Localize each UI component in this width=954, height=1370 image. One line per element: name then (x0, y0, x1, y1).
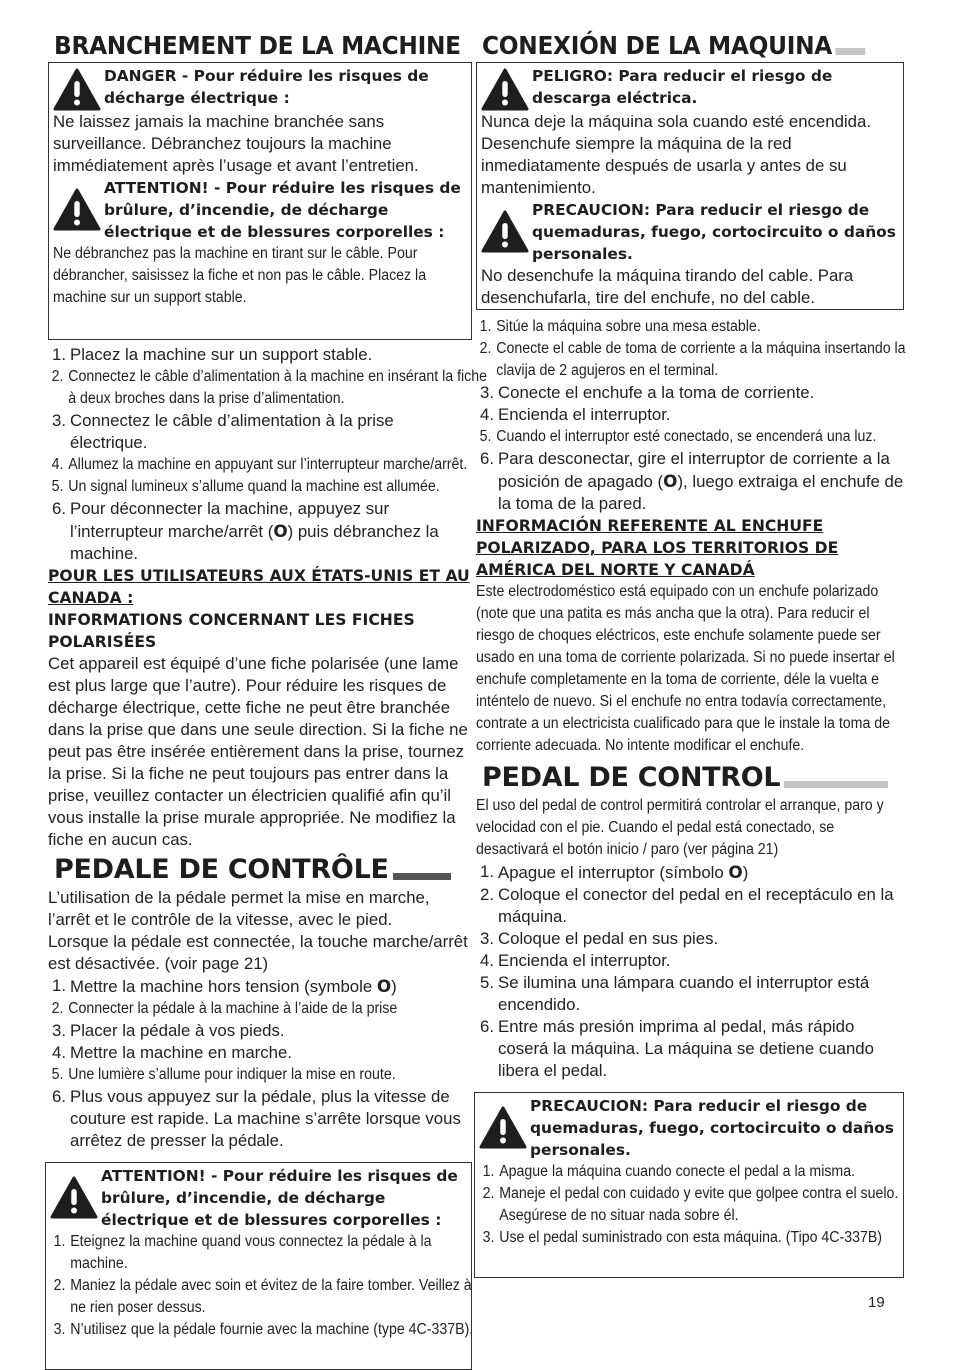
list-item: 1. Apague la máquina cuando conecte el pedal a la misma. (482, 1163, 856, 1180)
left-column (48, 26, 487, 1370)
pedal-steps-es (476, 861, 904, 1082)
warning-box-pedal-fr (45, 1162, 472, 1370)
warning-box-danger-fr (48, 62, 472, 340)
pedal-intro-es: El uso del pedal de control permitirá controlar el arranque, paro y velocidad con el pie. Cuando el pedal está conectado, se desactivará el botón inicio / paro (ver página 21) (476, 797, 884, 858)
polarized-heading-es: INFORMACIÓN REFERENTE AL ENCHUFE POLARIZADO, PARA LOS TERRITORIOS DE AMÉRICA DEL NORTE Y CANADÁ (476, 517, 839, 579)
list-item: 6. Para desconectar, gire el interruptor de corriente a la posición de apagado (O), luego extraiga el enchufe de la toma de la pared. (480, 449, 904, 513)
title-bar (836, 48, 866, 55)
warning-triangle-icon (50, 1175, 98, 1219)
caution-steps-fr (50, 1231, 474, 1341)
polarized-text-fr: Cet appareil est équipé d’une fiche polarisée (une lame est plus large que l’autre). Pour réduire les risques de décharge électrique, cette fiche ne peut être branchée dans la prise que dans une seule direction. Si la fiche ne peut pas être insérée entièrement dans la prise, tournez la prise. Si la fiche ne peut toujours pas entrer dans la prise, veuillez contacter un électricien qualifié afin qu’il vous installe la prise murale appropriée. Ne modifiez la fiche en aucun cas. (48, 654, 468, 849)
power-off-symbol: O (273, 521, 288, 541)
warning-box-pedal-es (474, 1092, 904, 1278)
list-item: 4. Encienda el interruptor. (480, 951, 671, 970)
warning-box-danger-es (476, 62, 904, 310)
list-item: 4. Allumez la machine en appuyant sur l’interrupteur marche/arrêt. (51, 456, 468, 473)
title-bar (784, 781, 888, 788)
attention-text: Ne débranchez pas la machine en tirant sur le câble. Pour débrancher, saisissez la fiche et non pas le câble. Placez la machine sur un support stable. (53, 245, 427, 306)
list-item: 5. Une lumière s’allume pour indiquer la mise en route. (51, 1066, 396, 1083)
right-column (476, 26, 904, 1278)
pedal-steps-fr (48, 975, 472, 1152)
section-title-connection-fr: BRANCHEMENT DE LA MACHINE (54, 31, 461, 60)
warning-triangle-icon (53, 67, 101, 111)
section-title-pedal-fr: PEDALE DE CONTRÔLE (54, 853, 472, 885)
list-item: 1. Sitúe la máquina sobre una mesa estable. (479, 318, 761, 335)
list-item: 6. Pour déconnecter la machine, appuyez sur l’interrupteur marche/arrêt (O) puis débranchez la machine. (52, 499, 439, 563)
list-item: 5. Se ilumina una lámpara cuando el interruptor está encendido. (480, 973, 870, 1014)
title-bar (393, 873, 451, 880)
list-item: 3. Conecte el enchufe a la toma de corriente. (480, 383, 815, 402)
danger-text: Ne laissez jamais la machine branchée sans surveillance. Débranchez toujours la machine immédiatement après l’usage et avant l’entretien. (53, 112, 419, 175)
list-item: 3. Use el pedal suministrado con esta máquina. (Tipo 4C-337B) (482, 1229, 883, 1246)
caution-warning (50, 1165, 467, 1231)
caution-heading: ATTENTION! - Pour réduire les risques de brûlure, d’incendie, de décharge électrique et de blessures corporelles : (101, 1167, 458, 1229)
list-item: 1. Eteignez la machine quand vous connectez la pédale à la machine. (53, 1233, 432, 1272)
list-item: 3. Placer la pédale à vos pieds. (52, 1021, 285, 1040)
caution-steps-es (479, 1161, 899, 1249)
caution-heading: PRECAUCION: Para reducir el riesgo de quemaduras, fuego, cortocircuito o daños personales. (530, 1097, 894, 1159)
list-item: 4. Encienda el interruptor. (480, 405, 671, 424)
list-item: 6. Plus vous appuyez sur la pédale, plus la vitesse de couture est rapide. La machine s’arrête lorsque vous arrêtez de presser la pédale. (52, 1087, 461, 1150)
attention-heading: PRECAUCION: Para reducir el riesgo de quemaduras, fuego, cortocircuito o daños personales. (532, 201, 896, 263)
danger-text: Nunca deje la máquina sola cuando esté encendida. Desenchufe siempre la máquina de la red inmediatamente después de usarla y antes de su mantenimiento. (481, 112, 871, 197)
danger-heading: PELIGRO: Para reducir el riesgo de descarga eléctrica. (532, 67, 833, 107)
connection-steps-es (476, 316, 904, 515)
list-item: 3. N’utilisez que la pédale fournie avec la machine (type 4C-337B). (53, 1321, 474, 1338)
section-title-connection-es: CONEXIÓN DE LA MAQUINA (482, 26, 874, 60)
attention-warning (481, 199, 899, 265)
list-item: 3. Connectez le câble d’alimentation à la prise électrique. (52, 411, 394, 452)
list-item: 5. Un signal lumineux s’allume quand la machine est allumée. (51, 478, 440, 495)
list-item: 4. Mettre la machine en marche. (52, 1043, 292, 1062)
attention-heading: ATTENTION! - Pour réduire les risques de brûlure, d’incendie, de décharge électrique et de blessures corporelles : (104, 179, 461, 241)
danger-warning (481, 65, 899, 111)
list-item: 2. Conecte el cable de toma de corriente a la máquina insertando la clavija de 2 agujeros en el terminal. (479, 340, 906, 379)
list-item: 6. Entre más presión imprima al pedal, más rápido coserá la máquina. La máquina se detiene cuando libera el pedal. (480, 1017, 874, 1080)
list-item: 1. Placez la machine sur un support stable. (52, 345, 373, 364)
caution-warning (479, 1095, 899, 1161)
list-item: 2. Maneje el pedal con cuidado y evite que golpee contra el suelo. Asegúrese de no situar nada sobre él. (482, 1185, 899, 1224)
list-item: 1. Apague el interruptor (símbolo O) (480, 862, 749, 882)
polarized-text-es: Este electrodoméstico está equipado con un enchufe polarizado (note que una patita es más ancha que la otra). Para reducir el riesgo de choques eléctricos, este enchufe solamente puede ser usado en una toma de corriente polarizada. Si no puede insertar el enchufe completamente en la toma de corriente, déle la vuelta e inténtelo de nuevo. Si el enchufe no entra todavía correctamente, contrate a un electricista cualificado para que le instale la toma de corriente adecuada. No intente modificar el enchufe. (476, 583, 895, 754)
attention-text: No desenchufe la máquina tirando del cable. Para desenchufarla, tire del enchufe, no del cable. (481, 266, 854, 307)
section-title-pedal-es: PEDAL DE CONTROL (482, 761, 904, 793)
warning-triangle-icon (479, 1105, 527, 1149)
warning-triangle-icon (481, 67, 529, 111)
connection-steps-fr (48, 344, 487, 565)
power-off-symbol: O (376, 976, 392, 996)
polarized-heading-fr: POUR LES UTILISATEURS AUX ÉTATS-UNIS ET AU CANADA : INFORMATIONS CONCERNANT LES FICHES POLARISÉES (48, 567, 470, 651)
pedal-intro-fr: L’utilisation de la pédale permet la mise en marche, l’arrêt et le contrôle de la vitesse, avec le pied. (48, 888, 430, 929)
list-item: 2. Connectez le câble d’alimentation à la machine en insérant la fiche à deux broches dans la prise d’alimentation. (51, 368, 487, 407)
page-number: 19 (868, 1294, 885, 1311)
pedal-intro-fr-2: Lorsque la pédale est connectée, la touche marche/arrêt est désactivée. (voir page 21) (48, 932, 468, 973)
power-off-symbol: O (728, 862, 743, 882)
list-item: 2. Connecter la pédale à la machine à l’aide de la prise (51, 1000, 398, 1017)
warning-triangle-icon (53, 187, 101, 231)
list-item: 3. Coloque el pedal en sus pies. (480, 929, 719, 948)
list-item: 2. Maniez la pédale avec soin et évitez de la faire tomber. Veillez à ne rien poser dessus. (53, 1277, 472, 1316)
attention-warning (53, 177, 467, 243)
list-item: 2. Coloque el conector del pedal en el receptáculo en la máquina. (480, 885, 894, 926)
power-off-symbol: O (663, 471, 678, 491)
list-item: 1. Mettre la machine hors tension (symbole O) (52, 976, 397, 996)
list-item: 5. Cuando el interruptor esté conectado, se encenderá una luz. (479, 428, 877, 445)
warning-triangle-icon (481, 209, 529, 253)
danger-heading: DANGER - Pour réduire les risques de décharge électrique : (104, 67, 429, 107)
danger-warning (53, 65, 467, 111)
